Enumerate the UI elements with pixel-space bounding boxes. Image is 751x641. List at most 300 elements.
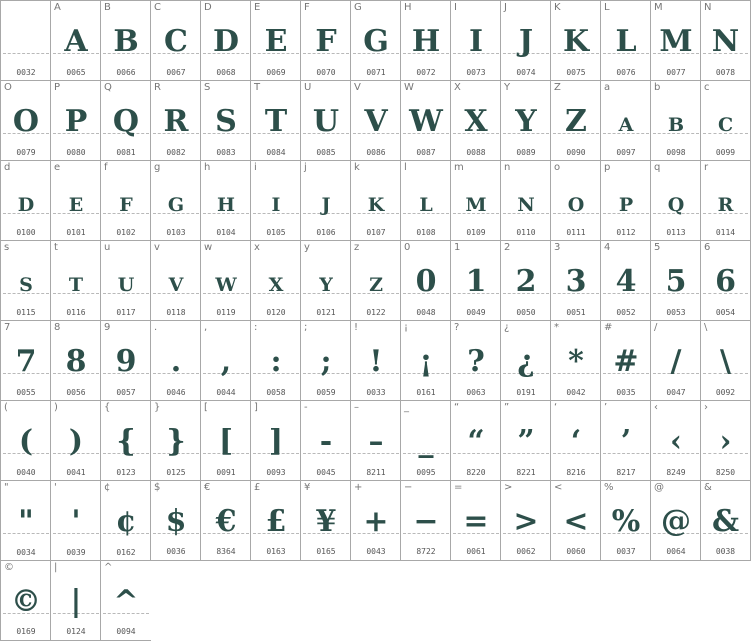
glyph-cell[interactable] bbox=[50, 0, 101, 81]
glyph-sample: R bbox=[717, 194, 734, 216]
glyph-cell[interactable] bbox=[350, 480, 401, 561]
glyph-code: 0113 bbox=[666, 228, 686, 237]
glyph-code: 0118 bbox=[166, 308, 186, 317]
glyph-cell[interactable] bbox=[450, 480, 501, 561]
glyph-cell[interactable] bbox=[400, 240, 451, 321]
glyph-cell[interactable] bbox=[250, 320, 301, 401]
glyph-sample: 0 bbox=[415, 264, 437, 299]
glyph-code: 0038 bbox=[715, 547, 736, 556]
glyph-cell[interactable] bbox=[400, 0, 451, 81]
glyph-sample: - bbox=[319, 424, 333, 459]
glyph-sample: U bbox=[312, 104, 340, 139]
glyph-sample: ! bbox=[369, 344, 383, 379]
glyph-cell[interactable] bbox=[200, 80, 251, 161]
glyph-cell[interactable] bbox=[250, 400, 301, 481]
glyph-label: O bbox=[4, 82, 12, 93]
glyph-label: j bbox=[304, 162, 307, 173]
glyph-cell[interactable] bbox=[700, 160, 751, 241]
glyph-sample: 6 bbox=[715, 264, 736, 299]
glyph-cell[interactable] bbox=[0, 320, 51, 401]
glyph-label: . bbox=[154, 322, 158, 333]
glyph-sample: % bbox=[611, 504, 641, 539]
glyph-code: 0125 bbox=[166, 468, 186, 477]
glyph-sample: D bbox=[212, 24, 239, 59]
glyph-label: I bbox=[454, 2, 457, 13]
glyph-cell[interactable] bbox=[550, 80, 601, 161]
glyph-code: 0191 bbox=[516, 388, 536, 397]
glyph-code: 0078 bbox=[715, 68, 736, 77]
glyph-sample: Z bbox=[565, 104, 587, 139]
glyph-cell[interactable] bbox=[0, 0, 51, 81]
glyph-label: Y bbox=[504, 82, 511, 93]
glyph-code: 0075 bbox=[566, 68, 586, 77]
glyph-label: S bbox=[204, 82, 211, 93]
glyph-cell[interactable] bbox=[200, 400, 251, 481]
glyph-cell[interactable] bbox=[350, 160, 401, 241]
glyph-cell[interactable] bbox=[550, 400, 601, 481]
glyph-code: 0035 bbox=[616, 388, 636, 397]
glyph-sample: ( bbox=[18, 424, 34, 459]
glyph-label: t bbox=[54, 242, 58, 253]
glyph-sample: _ bbox=[418, 424, 434, 459]
glyph-code: 0046 bbox=[166, 388, 186, 397]
glyph-label: i bbox=[254, 162, 257, 173]
glyph-cell[interactable] bbox=[150, 480, 201, 561]
glyph-sample: E bbox=[68, 194, 84, 216]
glyph-cell[interactable] bbox=[100, 480, 151, 561]
glyph-label: G bbox=[354, 2, 362, 13]
glyph-cell[interactable] bbox=[400, 400, 451, 481]
glyph-sample: S bbox=[215, 104, 237, 139]
glyph-label: D bbox=[204, 2, 212, 13]
glyph-cell[interactable] bbox=[250, 160, 301, 241]
glyph-code: 0103 bbox=[166, 228, 186, 237]
glyph-label: L bbox=[604, 2, 610, 13]
glyph-code: 8364 bbox=[216, 547, 236, 556]
glyph-code: 0102 bbox=[116, 228, 136, 237]
glyph-sample: 8 bbox=[65, 344, 87, 379]
glyph-cell[interactable] bbox=[100, 400, 151, 481]
glyph-label: : bbox=[254, 322, 258, 333]
glyph-label: © bbox=[4, 562, 14, 573]
glyph-sample: S bbox=[19, 274, 33, 296]
glyph-cell[interactable] bbox=[450, 160, 501, 241]
glyph-label: h bbox=[204, 162, 211, 173]
glyph-sample: . bbox=[170, 344, 182, 379]
glyph-cell[interactable] bbox=[150, 400, 201, 481]
glyph-cell[interactable] bbox=[600, 240, 651, 321]
glyph-code: 0110 bbox=[516, 228, 536, 237]
glyph-label: M bbox=[654, 2, 663, 13]
glyph-sample: – bbox=[368, 424, 384, 459]
glyph-sample: X bbox=[464, 104, 488, 139]
glyph-label: w bbox=[204, 242, 213, 253]
glyph-cell[interactable] bbox=[150, 0, 201, 81]
glyph-sample: G bbox=[363, 24, 389, 59]
glyph-cell[interactable] bbox=[500, 240, 551, 321]
glyph-cell[interactable] bbox=[550, 320, 601, 401]
glyph-label: V bbox=[354, 82, 361, 93]
glyph-code: 0032 bbox=[16, 68, 36, 77]
glyph-cell[interactable] bbox=[100, 240, 151, 321]
glyph-sample: J bbox=[321, 194, 331, 216]
glyph-cell[interactable] bbox=[550, 0, 601, 81]
glyph-label: N bbox=[704, 2, 712, 13]
glyph-code: 0053 bbox=[666, 308, 686, 317]
glyph-label: - bbox=[304, 402, 308, 413]
glyph-label: " bbox=[4, 482, 9, 493]
glyph-sample: € bbox=[215, 504, 237, 539]
glyph-label: Q bbox=[104, 82, 112, 93]
glyph-label: \ bbox=[704, 322, 708, 333]
glyph-cell[interactable] bbox=[350, 320, 401, 401]
glyph-sample: \ bbox=[720, 344, 731, 379]
glyph-cell[interactable] bbox=[0, 80, 51, 161]
glyph-label: d bbox=[4, 162, 11, 173]
glyph-label: › bbox=[704, 402, 708, 413]
glyph-sample: ] bbox=[268, 424, 284, 459]
glyph-code: 8250 bbox=[715, 468, 736, 477]
glyph-sample: V bbox=[364, 104, 388, 139]
glyph-label: ! bbox=[354, 322, 359, 333]
glyph-code: 0041 bbox=[66, 468, 86, 477]
glyph-label: U bbox=[304, 82, 312, 93]
glyph-cell[interactable] bbox=[300, 480, 351, 561]
glyph-sample: M bbox=[659, 24, 693, 59]
glyph-label: 3 bbox=[554, 242, 561, 253]
glyph-code: 0036 bbox=[166, 547, 186, 556]
glyph-code: 0044 bbox=[216, 388, 236, 397]
glyph-cell[interactable] bbox=[100, 80, 151, 161]
glyph-code: 0045 bbox=[316, 468, 336, 477]
glyph-sample: U bbox=[117, 274, 135, 296]
glyph-cell[interactable] bbox=[200, 240, 251, 321]
glyph-cell[interactable] bbox=[500, 480, 551, 561]
glyph-sample: ; bbox=[320, 344, 332, 379]
glyph-sample: " bbox=[18, 504, 34, 539]
glyph-cell[interactable] bbox=[0, 400, 51, 481]
glyph-cell[interactable] bbox=[400, 320, 451, 401]
glyph-code: 0084 bbox=[266, 148, 286, 157]
glyph-cell[interactable] bbox=[350, 80, 401, 161]
glyph-cell[interactable] bbox=[600, 0, 651, 81]
glyph-cell[interactable] bbox=[0, 240, 51, 321]
glyph-cell[interactable] bbox=[300, 0, 351, 81]
glyph-cell[interactable] bbox=[50, 560, 101, 641]
glyph-cell[interactable] bbox=[300, 320, 351, 401]
glyph-label: k bbox=[354, 162, 360, 173]
glyph-cell[interactable] bbox=[300, 400, 351, 481]
glyph-sample: ^ bbox=[113, 584, 139, 619]
glyph-code: 0064 bbox=[666, 547, 686, 556]
glyph-cell[interactable] bbox=[100, 0, 151, 81]
glyph-sample: “ bbox=[467, 424, 485, 459]
glyph-code: 0080 bbox=[66, 148, 86, 157]
glyph-cell[interactable] bbox=[200, 0, 251, 81]
glyph-label: R bbox=[154, 82, 161, 93]
glyph-cell[interactable] bbox=[500, 0, 551, 81]
glyph-code: 0163 bbox=[266, 547, 286, 556]
glyph-code: 0117 bbox=[116, 308, 136, 317]
glyph-cell[interactable] bbox=[600, 400, 651, 481]
glyph-code: 0058 bbox=[266, 388, 286, 397]
glyph-code: 0087 bbox=[416, 148, 436, 157]
glyph-cell[interactable] bbox=[400, 80, 451, 161]
glyph-code: 0091 bbox=[216, 468, 236, 477]
glyph-code: 0059 bbox=[316, 388, 336, 397]
glyph-cell[interactable] bbox=[700, 0, 751, 81]
glyph-sample: A bbox=[64, 24, 88, 59]
glyph-label: 2 bbox=[504, 242, 511, 253]
glyph-cell[interactable] bbox=[100, 320, 151, 401]
glyph-label: 0 bbox=[404, 242, 411, 253]
glyph-sample: < bbox=[563, 504, 589, 539]
glyph-sample: ’ bbox=[620, 424, 632, 459]
glyph-code: 0097 bbox=[616, 148, 636, 157]
glyph-cell[interactable] bbox=[250, 80, 301, 161]
glyph-sample: W bbox=[215, 274, 237, 296]
glyph-sample: 9 bbox=[115, 344, 137, 379]
glyph-sample: B bbox=[667, 114, 685, 136]
glyph-cell[interactable] bbox=[650, 240, 701, 321]
glyph-label: = bbox=[454, 482, 463, 493]
glyph-sample: ' bbox=[71, 504, 81, 539]
glyph-label: B bbox=[104, 2, 111, 13]
glyph-cell[interactable] bbox=[250, 0, 301, 81]
glyph-code: 0071 bbox=[366, 68, 386, 77]
glyph-cell[interactable] bbox=[600, 320, 651, 401]
glyph-cell[interactable] bbox=[550, 160, 601, 241]
glyph-cell[interactable] bbox=[450, 400, 501, 481]
glyph-cell[interactable] bbox=[500, 400, 551, 481]
glyph-code: 0090 bbox=[566, 148, 586, 157]
glyph-label: { bbox=[104, 402, 111, 413]
glyph-cell[interactable] bbox=[250, 240, 301, 321]
glyph-code: 0123 bbox=[116, 468, 136, 477]
glyph-sample: L bbox=[615, 24, 637, 59]
glyph-cell[interactable] bbox=[400, 160, 451, 241]
glyph-label: b bbox=[654, 82, 661, 93]
glyph-code: 0040 bbox=[16, 468, 36, 477]
glyph-code: 0068 bbox=[216, 68, 236, 77]
glyph-cell[interactable] bbox=[300, 240, 351, 321]
glyph-sample: H bbox=[411, 24, 441, 59]
glyph-sample: { bbox=[116, 424, 136, 459]
glyph-code: 0057 bbox=[116, 388, 136, 397]
glyph-code: 0061 bbox=[466, 547, 486, 556]
glyph-cell[interactable] bbox=[50, 480, 101, 561]
glyph-cell[interactable] bbox=[150, 160, 201, 241]
glyph-sample: − bbox=[413, 504, 439, 539]
glyph-sample: + bbox=[363, 504, 389, 539]
glyph-code: 0066 bbox=[116, 68, 136, 77]
glyph-cell[interactable] bbox=[650, 400, 701, 481]
glyph-cell[interactable] bbox=[200, 160, 251, 241]
glyph-sample: # bbox=[613, 344, 639, 379]
glyph-label: l bbox=[404, 162, 407, 173]
glyph-code: 0082 bbox=[166, 148, 186, 157]
glyph-cell[interactable] bbox=[350, 400, 401, 481]
glyph-cell[interactable] bbox=[700, 400, 751, 481]
glyph-cell[interactable] bbox=[600, 480, 651, 561]
glyph-sample: M bbox=[465, 194, 487, 216]
glyph-sample: ¿ bbox=[517, 344, 535, 379]
glyph-code: 0104 bbox=[216, 228, 236, 237]
glyph-cell[interactable] bbox=[250, 480, 301, 561]
glyph-cell[interactable] bbox=[500, 320, 551, 401]
glyph-code: 8220 bbox=[466, 468, 486, 477]
glyph-label: u bbox=[104, 242, 111, 253]
glyph-cell[interactable] bbox=[150, 80, 201, 161]
glyph-sample: $ bbox=[165, 504, 187, 539]
glyph-cell[interactable] bbox=[350, 0, 401, 81]
glyph-code: 0099 bbox=[715, 148, 736, 157]
glyph-sample: ‘ bbox=[570, 424, 582, 459]
glyph-code: 0092 bbox=[715, 388, 736, 397]
glyph-sample: A bbox=[618, 114, 634, 136]
glyph-code: 0076 bbox=[616, 68, 636, 77]
glyph-label: “ bbox=[454, 402, 460, 413]
glyph-label: J bbox=[504, 2, 507, 13]
glyph-cell[interactable] bbox=[550, 480, 601, 561]
glyph-sample: I bbox=[271, 194, 281, 216]
glyph-sample: P bbox=[64, 104, 88, 139]
glyph-cell[interactable] bbox=[50, 400, 101, 481]
glyph-cell[interactable] bbox=[700, 320, 751, 401]
glyph-cell[interactable] bbox=[150, 240, 201, 321]
glyph-cell[interactable] bbox=[50, 160, 101, 241]
glyph-cell[interactable] bbox=[100, 160, 151, 241]
glyph-sample: K bbox=[367, 194, 385, 216]
glyph-sample: * bbox=[568, 344, 584, 379]
glyph-sample: ‹ bbox=[670, 424, 682, 459]
glyph-code: 0085 bbox=[316, 148, 336, 157]
glyph-label: f bbox=[104, 162, 108, 173]
glyph-cell[interactable] bbox=[450, 240, 501, 321]
glyph-label: ‘ bbox=[554, 402, 558, 413]
glyph-label: / bbox=[654, 322, 658, 333]
glyph-label: T bbox=[254, 82, 261, 93]
glyph-code: 0047 bbox=[666, 388, 686, 397]
glyph-cell[interactable] bbox=[450, 0, 501, 81]
glyph-label: ) bbox=[54, 402, 58, 413]
glyph-label: , bbox=[204, 322, 208, 333]
glyph-label: A bbox=[54, 2, 61, 13]
glyph-sample: W bbox=[409, 104, 443, 139]
glyph-cell[interactable] bbox=[700, 80, 751, 161]
glyph-label: > bbox=[504, 482, 513, 493]
glyph-code: 0070 bbox=[316, 68, 336, 77]
glyph-sample: O bbox=[12, 104, 40, 139]
glyph-sample: [ bbox=[218, 424, 234, 459]
glyph-cell[interactable] bbox=[200, 320, 251, 401]
glyph-label: 4 bbox=[604, 242, 611, 253]
glyph-cell[interactable] bbox=[100, 560, 151, 641]
glyph-label: _ bbox=[404, 402, 409, 413]
glyph-cell[interactable] bbox=[50, 240, 101, 321]
glyph-cell[interactable] bbox=[50, 80, 101, 161]
glyph-sample: & bbox=[711, 504, 740, 539]
glyph-cell[interactable] bbox=[200, 480, 251, 561]
glyph-cell[interactable] bbox=[300, 160, 351, 241]
glyph-label: } bbox=[154, 402, 161, 413]
glyph-cell[interactable] bbox=[0, 480, 51, 561]
glyph-cell[interactable] bbox=[700, 240, 751, 321]
glyph-cell[interactable] bbox=[600, 160, 651, 241]
glyph-sample: H bbox=[217, 194, 235, 216]
glyph-sample: C bbox=[717, 114, 734, 136]
glyph-code: 0086 bbox=[366, 148, 386, 157]
glyph-sample: @ bbox=[661, 504, 691, 539]
glyph-code: 0054 bbox=[715, 308, 736, 317]
glyph-cell[interactable] bbox=[350, 240, 401, 321]
glyph-cell[interactable] bbox=[450, 320, 501, 401]
glyph-code: 0115 bbox=[16, 308, 36, 317]
glyph-sample: E bbox=[264, 24, 288, 59]
glyph-cell[interactable] bbox=[550, 240, 601, 321]
glyph-cell[interactable] bbox=[650, 480, 701, 561]
glyph-label: ’ bbox=[604, 402, 608, 413]
glyph-cell[interactable] bbox=[650, 0, 701, 81]
glyph-cell[interactable] bbox=[500, 160, 551, 241]
glyph-label: ¿ bbox=[504, 322, 510, 333]
glyph-cell[interactable] bbox=[0, 160, 51, 241]
glyph-cell[interactable] bbox=[0, 560, 51, 641]
glyph-label: < bbox=[554, 482, 563, 493]
glyph-label: x bbox=[254, 242, 260, 253]
glyph-sample: £ bbox=[265, 504, 287, 539]
glyph-sample: R bbox=[163, 104, 189, 139]
glyph-cell[interactable] bbox=[50, 320, 101, 401]
glyph-label: & bbox=[704, 482, 712, 493]
glyph-cell[interactable] bbox=[450, 80, 501, 161]
glyph-cell[interactable] bbox=[650, 80, 701, 161]
glyph-label: p bbox=[604, 162, 611, 173]
glyph-cell[interactable] bbox=[500, 80, 551, 161]
glyph-cell[interactable] bbox=[400, 480, 451, 561]
glyph-code: 0050 bbox=[516, 308, 536, 317]
glyph-label: ^ bbox=[104, 562, 113, 573]
glyph-code: 0065 bbox=[66, 68, 86, 77]
glyph-code: 0089 bbox=[516, 148, 536, 157]
glyph-label: X bbox=[454, 82, 461, 93]
glyph-label: K bbox=[554, 2, 561, 13]
glyph-label: c bbox=[704, 82, 710, 93]
glyph-cell[interactable] bbox=[300, 80, 351, 161]
glyph-code: 8217 bbox=[616, 468, 636, 477]
glyph-sample: K bbox=[562, 24, 590, 59]
glyph-code: 0161 bbox=[416, 388, 436, 397]
glyph-code: 0051 bbox=[566, 308, 586, 317]
glyph-label: v bbox=[154, 242, 160, 253]
glyph-label: @ bbox=[654, 482, 664, 493]
glyph-cell[interactable] bbox=[600, 80, 651, 161]
glyph-cell[interactable] bbox=[650, 320, 701, 401]
glyph-code: 0069 bbox=[266, 68, 286, 77]
glyph-code: 0037 bbox=[616, 547, 636, 556]
glyph-cell[interactable] bbox=[150, 320, 201, 401]
glyph-sample: 1 bbox=[465, 264, 487, 299]
glyph-sample bbox=[1, 19, 51, 65]
glyph-sample: / bbox=[670, 344, 682, 379]
glyph-code: 8249 bbox=[666, 468, 686, 477]
glyph-code: 0062 bbox=[516, 547, 536, 556]
glyph-label: P bbox=[54, 82, 61, 93]
glyph-cell[interactable] bbox=[700, 480, 751, 561]
glyph-sample: F bbox=[315, 24, 337, 59]
glyph-label: ¡ bbox=[404, 322, 409, 333]
glyph-cell[interactable] bbox=[650, 160, 701, 241]
